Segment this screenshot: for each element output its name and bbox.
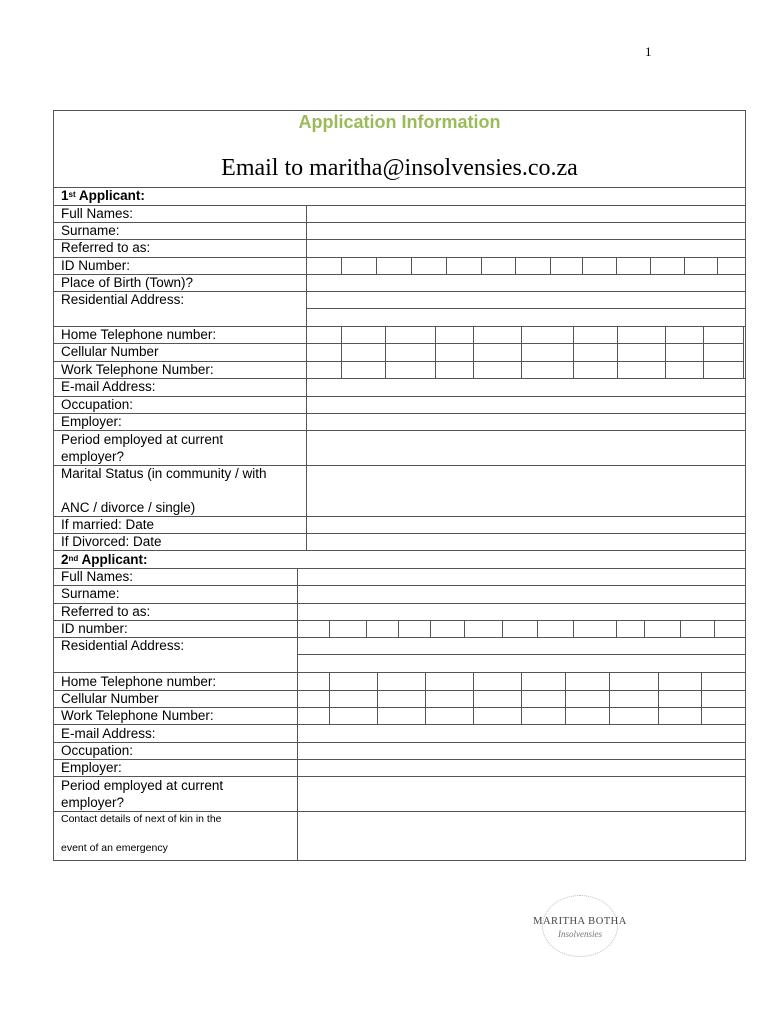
- label-period-1b: employer?: [61, 449, 125, 464]
- label-employer-2: Employer:: [61, 760, 122, 775]
- grid-line: [54, 742, 746, 743]
- grid-line: [665, 326, 666, 378]
- grid-line: [306, 205, 307, 550]
- label-period-2a: Period employed at current: [61, 778, 224, 793]
- id-number-boxes-2[interactable]: [297, 620, 746, 637]
- occupation-field-1[interactable]: [306, 396, 746, 413]
- grid-line: [54, 516, 746, 517]
- divorced-date-field-1[interactable]: [306, 533, 746, 550]
- label-surname-2: Surname:: [61, 586, 120, 601]
- label-address-2: Residential Address:: [61, 638, 185, 653]
- label-kin-2a: Contact details of next of kin in the: [61, 813, 222, 825]
- applicant2-heading: 2nd Applicant:: [61, 552, 148, 567]
- grid-line: [54, 776, 746, 777]
- grid-line: [54, 239, 746, 240]
- grid-line: [54, 811, 746, 812]
- grid-line: [550, 257, 551, 274]
- grid-line: [743, 326, 744, 378]
- id-number-boxes-1[interactable]: [306, 257, 746, 274]
- surname-field-1[interactable]: [306, 222, 746, 239]
- grid-line: [54, 533, 746, 534]
- grid-line: [341, 257, 342, 274]
- label-period-2b: employer?: [61, 795, 125, 810]
- grid-line: [717, 257, 718, 274]
- next-of-kin-field-2[interactable]: [297, 811, 746, 861]
- grid-line: [658, 672, 659, 724]
- grid-line: [54, 430, 746, 431]
- label-cell-1: Cellular Number: [61, 344, 159, 359]
- label-marital-1b: ANC / divorce / single): [61, 500, 196, 515]
- grid-line: [54, 326, 746, 327]
- grid-line: [609, 672, 610, 724]
- label-home-tel-2: Home Telephone number:: [61, 674, 217, 689]
- label-full-names-1: Full Names:: [61, 206, 134, 221]
- label-address-1: Residential Address:: [61, 292, 185, 307]
- surname-field-2[interactable]: [297, 585, 746, 602]
- label-work-tel-2: Work Telephone Number:: [61, 708, 214, 723]
- grid-line: [515, 257, 516, 274]
- employer-field-1[interactable]: [306, 413, 746, 430]
- grid-line: [54, 585, 746, 586]
- grid-line: [473, 326, 474, 378]
- grid-line: [411, 257, 412, 274]
- email-field-2[interactable]: [297, 724, 746, 741]
- grid-line: [54, 187, 746, 188]
- grid-line: [297, 568, 298, 861]
- grid-line: [385, 326, 386, 378]
- grid-line: [435, 326, 436, 378]
- page-number: 1: [645, 44, 652, 59]
- grid-line: [521, 326, 522, 378]
- label-referred-1: Referred to as:: [61, 240, 151, 255]
- grid-line: [684, 257, 685, 274]
- grid-line: [297, 654, 746, 655]
- label-married-1: If married: Date: [61, 517, 155, 532]
- label-occupation-2: Occupation:: [61, 743, 134, 758]
- birth-place-field-1[interactable]: [306, 274, 746, 291]
- form-title: Application Information: [298, 112, 501, 132]
- label-work-tel-1: Work Telephone Number:: [61, 362, 214, 377]
- label-home-tel-1: Home Telephone number:: [61, 327, 217, 342]
- applicant1-heading: 1st Applicant:: [61, 188, 145, 203]
- email-field-1[interactable]: [306, 378, 746, 395]
- marital-field-1[interactable]: [306, 465, 746, 516]
- grid-line: [376, 257, 377, 274]
- grid-line: [54, 620, 746, 621]
- grid-line: [54, 690, 746, 691]
- period-field-1[interactable]: [306, 430, 746, 465]
- grid-line: [341, 326, 342, 378]
- grid-line: [54, 465, 746, 466]
- grid-line: [573, 326, 574, 378]
- grid-line: [54, 550, 746, 551]
- grid-line: [54, 222, 746, 223]
- grid-line: [54, 637, 746, 638]
- grid-line: [680, 620, 681, 637]
- grid-line: [54, 603, 746, 604]
- application-form: [53, 110, 746, 861]
- grid-line: [54, 759, 746, 760]
- grid-line: [565, 672, 566, 724]
- grid-line: [54, 568, 746, 569]
- grid-line: [54, 672, 746, 673]
- grid-line: [398, 620, 399, 637]
- period-field-2[interactable]: [297, 776, 746, 811]
- grid-line: [616, 620, 617, 637]
- grid-line: [616, 257, 617, 274]
- label-id-number-1: ID Number:: [61, 258, 131, 273]
- logo-name: MARITHA BOTHA: [533, 916, 627, 927]
- work-tel-boxes-1[interactable]: [306, 361, 743, 378]
- grid-line: [473, 672, 474, 724]
- full-names-field-1[interactable]: [306, 205, 746, 222]
- grid-line: [54, 274, 746, 275]
- home-tel-boxes-1[interactable]: [306, 326, 743, 343]
- grid-line: [446, 257, 447, 274]
- grid-line: [54, 205, 746, 206]
- referred-field-2[interactable]: [297, 603, 746, 620]
- grid-line: [481, 257, 482, 274]
- grid-line: [329, 620, 330, 637]
- label-full-names-2: Full Names:: [61, 569, 134, 584]
- grid-line: [537, 620, 538, 637]
- full-names-field-2[interactable]: [297, 568, 746, 585]
- grid-line: [644, 620, 645, 637]
- label-divorced-1: If Divorced: Date: [61, 534, 162, 549]
- label-email-2: E-mail Address:: [61, 726, 156, 741]
- label-id-number-2: ID number:: [61, 621, 128, 636]
- grid-line: [54, 378, 746, 379]
- grid-line: [54, 257, 746, 258]
- grid-line: [582, 257, 583, 274]
- label-marital-1a: Marital Status (in community / with: [61, 466, 267, 481]
- occupation-field-2[interactable]: [297, 742, 746, 759]
- grid-line: [617, 326, 618, 378]
- grid-line: [425, 672, 426, 724]
- grid-line: [703, 326, 704, 378]
- grid-line: [701, 672, 702, 724]
- grid-line: [430, 620, 431, 637]
- logo-subtitle: Insolvensies: [558, 929, 602, 939]
- grid-line: [366, 620, 367, 637]
- email-instruction: Email to maritha@insolvensies.co.za: [221, 155, 578, 181]
- label-kin-2b: event of an emergency: [61, 842, 168, 854]
- employer-field-2[interactable]: [297, 759, 746, 776]
- grid-line: [714, 620, 715, 637]
- label-employer-1: Employer:: [61, 414, 122, 429]
- label-referred-2: Referred to as:: [61, 604, 151, 619]
- grid-line: [573, 620, 574, 637]
- grid-line: [329, 672, 330, 724]
- grid-line: [54, 413, 746, 414]
- maritha-botha-logo: [528, 893, 632, 957]
- grid-line: [54, 343, 743, 344]
- grid-line: [650, 257, 651, 274]
- grid-line: [54, 724, 746, 725]
- married-date-field-1[interactable]: [306, 516, 746, 533]
- referred-field-1[interactable]: [306, 239, 746, 256]
- grid-line: [54, 707, 746, 708]
- grid-line: [306, 308, 746, 309]
- label-occupation-1: Occupation:: [61, 397, 134, 412]
- label-surname-1: Surname:: [61, 223, 120, 238]
- grid-line: [54, 361, 743, 362]
- label-period-1a: Period employed at current: [61, 432, 224, 447]
- label-email-1: E-mail Address:: [61, 379, 156, 394]
- label-birth-place-1: Place of Birth (Town)?: [61, 275, 194, 290]
- grid-line: [377, 672, 378, 724]
- label-cell-2: Cellular Number: [61, 691, 159, 706]
- grid-line: [464, 620, 465, 637]
- grid-line: [54, 396, 746, 397]
- grid-line: [502, 620, 503, 637]
- grid-line: [54, 291, 746, 292]
- cell-boxes-1[interactable]: [306, 343, 743, 360]
- grid-line: [521, 672, 522, 724]
